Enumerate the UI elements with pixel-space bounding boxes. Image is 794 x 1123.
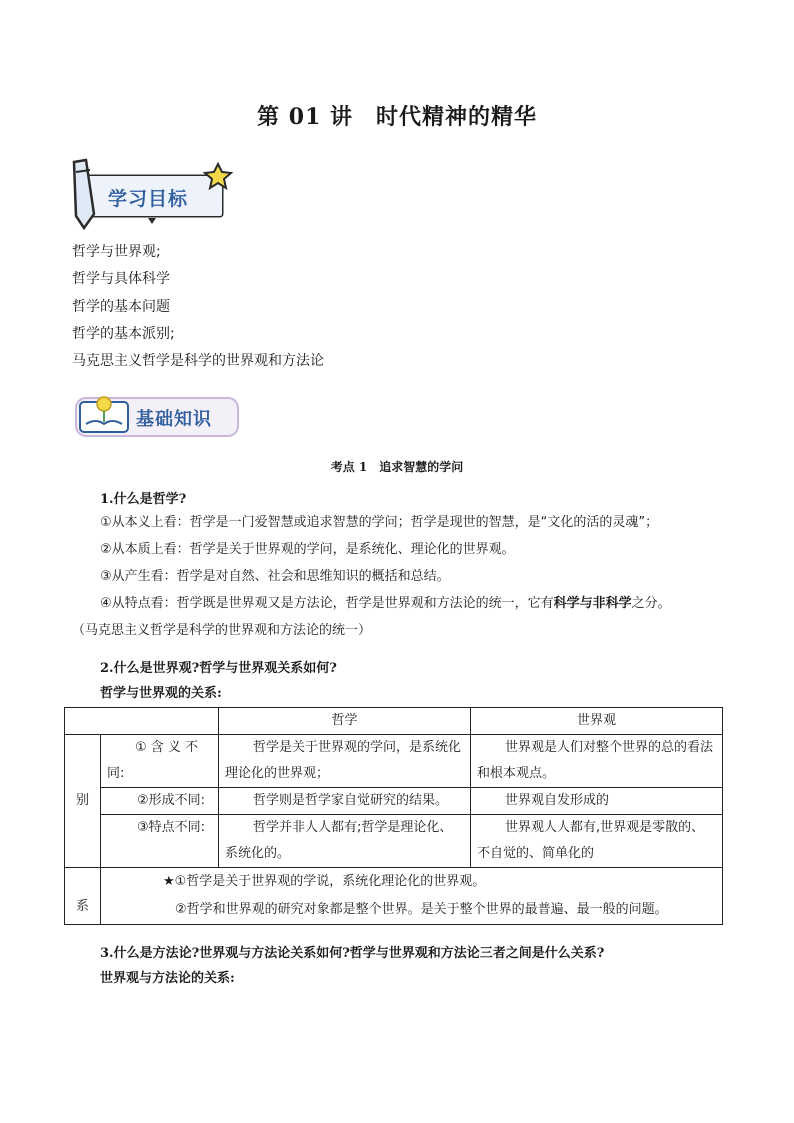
question-heading: 3.什么是方法论?世界观与方法论关系如何?哲学与世界观和方法论三者之间是什么关系? <box>100 946 605 961</box>
paragraph: ②从本质上看：哲学是关于世界观的学问，是系统化、理论化的世界观。 <box>100 542 515 557</box>
link-cell <box>101 868 723 925</box>
table-cell: 世界观自发形成的 <box>471 788 723 815</box>
section-heading: 考点 1 追求智慧的学问 <box>330 460 464 474</box>
goal-item: 哲学的基本问题 <box>72 299 170 315</box>
group-label: 系 <box>65 868 101 925</box>
basic-badge <box>72 390 244 440</box>
row-label: ③特点不同: <box>101 815 219 868</box>
table-row <box>65 868 723 925</box>
link-line: ②哲学和世界观的研究对象都是整个世界。是关于整个世界的最普遍、最一般的问题。 <box>175 902 668 917</box>
goals-badge <box>68 158 238 230</box>
paragraph: ③从产生看：哲学是对自然、社会和思维知识的概括和总结。 <box>100 569 450 584</box>
table-header-row <box>65 708 723 735</box>
table-cell: 世界观是人们对整个世界的总的看法和根本观点。 <box>471 735 723 788</box>
table-cell: 哲学是关于世界观的学问，是系统化理论化的世界观； <box>219 735 471 788</box>
column-header: 哲学 <box>219 708 471 735</box>
paragraph-text: ④从特点看：哲学既是世界观又是方法论，哲学是世界观和方法论的统一，它有 <box>100 596 554 611</box>
paragraph <box>100 595 671 613</box>
table-cell: 世界观人人都有,世界观是零散的、不自觉的、简单化的 <box>471 815 723 868</box>
row-label: ②形成不同: <box>101 788 219 815</box>
goal-item: 哲学与世界观; <box>72 244 161 260</box>
table-row <box>65 735 723 788</box>
table-cell: 哲学则是哲学家自觉研究的结果。 <box>219 788 471 815</box>
table-cell: 哲学并非人人都有;哲学是理论化、系统化的。 <box>219 815 471 868</box>
row-label: ① 含 义 不同: <box>101 735 219 788</box>
sub-heading: 哲学与世界观的关系: <box>100 686 222 701</box>
page-title: 第 01 讲 时代精神的精华 <box>257 104 537 130</box>
goal-item: 哲学的基本派别; <box>72 326 175 342</box>
table-row <box>65 815 723 868</box>
link-line: ★①哲学是关于世界观的学说，系统化理论化的世界观。 <box>163 874 486 889</box>
goal-item: 马克思主义哲学是科学的世界观和方法论 <box>72 353 324 369</box>
question-heading: 2.什么是世界观?哲学与世界观关系如何? <box>100 661 337 676</box>
relation-table <box>64 707 723 925</box>
goal-item: 哲学与具体科学 <box>72 271 170 287</box>
group-label: 别 <box>65 735 101 868</box>
question-heading: 1.什么是哲学? <box>100 492 187 507</box>
basic-badge-label: 基础知识 <box>136 409 212 430</box>
emphasis-text: 科学与非科学 <box>553 596 632 611</box>
table-row <box>65 788 723 815</box>
sub-heading: 世界观与方法论的关系: <box>100 971 235 986</box>
paragraph: ①从本义上看：哲学是一门爱智慧或追求智慧的学问；哲学是现世的智慧，是“文化的活的灵魂”； <box>100 515 659 530</box>
column-header: 世界观 <box>471 708 723 735</box>
table-corner-cell <box>65 708 219 735</box>
goals-badge-label: 学习目标 <box>108 188 189 210</box>
paragraph-text: 之分。 <box>631 596 671 611</box>
paragraph: （马克思主义哲学是科学的世界观和方法论的统一） <box>72 623 372 638</box>
